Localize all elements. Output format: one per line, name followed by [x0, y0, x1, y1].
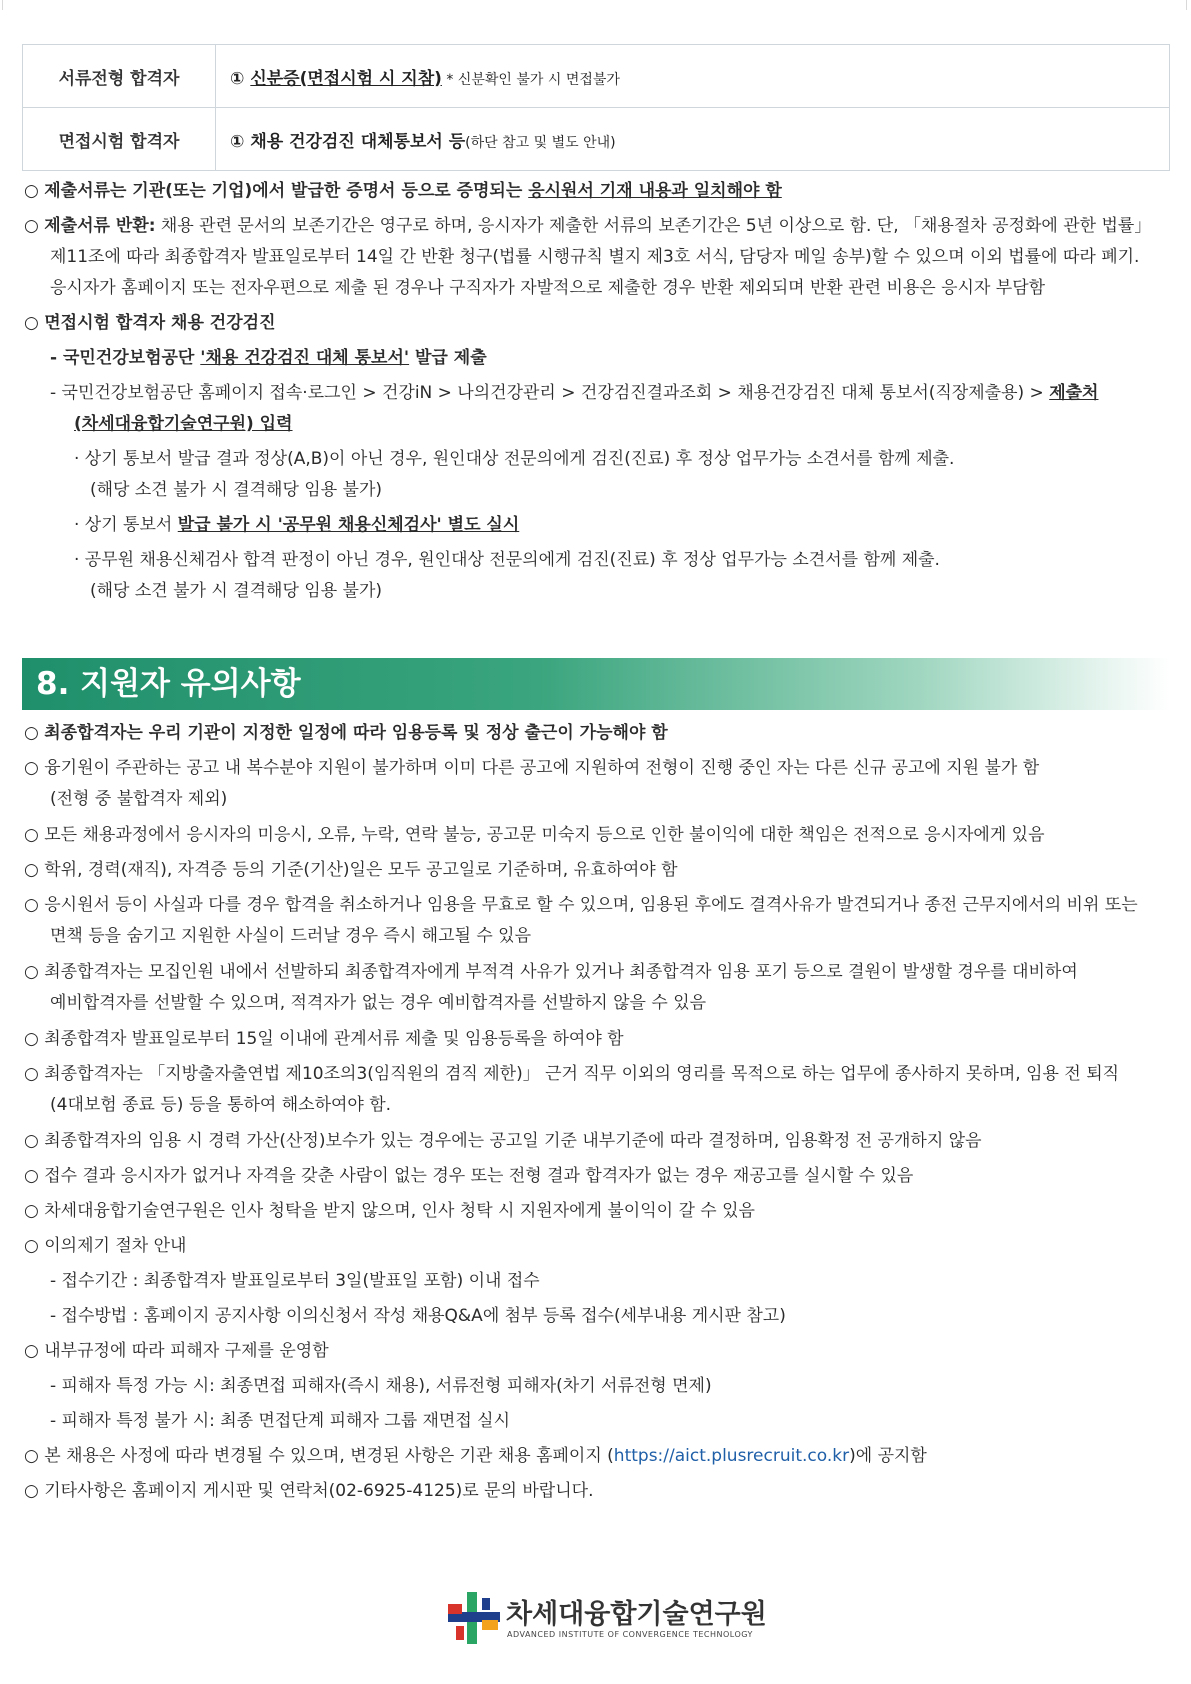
continuation-line: (4대보험 종료 등) 등을 통하여 해소하여야 함. [50, 1095, 392, 1115]
text: 차세대융합기술연구원은 인사 청탁을 받지 않으며, 인사 청탁 시 지원자에게 불이익이 갈 수 있음 [44, 1201, 755, 1221]
sub-line: - 접수방법 : 홈페이지 공지사항 이의신청서 작성 채용Q&A에 첨부 등록 접수(세부내용 게시판 참고) [50, 1306, 786, 1326]
bullet-icon: ○ [24, 1446, 39, 1466]
row-note: (하단 참고 및 별도 안내) [465, 134, 616, 151]
text-bold: 제출서류는 기관(또는 기업)에서 발급한 증명서 등으로 증명되는 [44, 181, 529, 201]
sub-line [50, 343, 487, 374]
recruit-site-link[interactable]: https://aict.plusrecruit.co.kr [613, 1446, 850, 1466]
sub-line [50, 378, 1098, 409]
text: 모든 채용과정에서 응시자의 미응시, 오류, 누락, 연락 불능, 공고문 미숙지 등으로 인한 불이익에 대한 책임은 전적으로 응시자에게 있음 [44, 825, 1045, 845]
bullet-icon: ○ [24, 1201, 39, 1221]
table-row [23, 45, 1170, 108]
continuation-line: (전형 중 불합격자 제외) [50, 789, 228, 809]
bullet-line [24, 308, 276, 339]
detail-line [74, 510, 519, 541]
text-bold-underline: 응시원서 기재 내용과 일치해야 함 [528, 181, 782, 201]
circled-number: ① [230, 68, 245, 89]
sub-line: - 피해자 특정 불가 시: 최종 면접단계 피해자 그룹 재면접 실시 [50, 1411, 511, 1431]
bullet-line [24, 1024, 624, 1055]
detail-line: · 상기 통보서 발급 결과 정상(A,B)이 아닌 경우, 원인대상 전문의에게 검진(진료) 후 정상 업무가능 소견서를 함께 제출. [74, 449, 955, 469]
bullet-line [24, 1476, 593, 1507]
text-bold-underline: 제출처 [1049, 383, 1099, 403]
bullet-icon: ○ [24, 216, 39, 236]
section-title: 8. 지원자 유의사항 [22, 658, 1170, 710]
bullet-line [24, 753, 1039, 784]
text-bold-underline: '채용 건강검진 대체 통보서' [200, 348, 410, 368]
text: 이의제기 절차 안내 [44, 1236, 187, 1256]
bullet-icon: ○ [24, 825, 39, 845]
bullet-line [24, 1126, 982, 1157]
bullet-line [24, 957, 1078, 988]
bullet-line [24, 718, 668, 749]
sub-line-continuation: (차세대융합기술연구원) 입력 [74, 414, 293, 434]
bullet-icon: ○ [24, 895, 39, 915]
frame-edge-right [1186, 0, 1187, 10]
text-bold: 최종합격자는 우리 기관이 지정한 일정에 따라 임용등록 및 정상 출근이 가능해야 함 [44, 723, 668, 743]
bullet-line [24, 1059, 1119, 1090]
bullet-line [24, 890, 1138, 921]
bullet-line [24, 1161, 913, 1192]
institute-logo-subtitle: ADVANCED INSTITUTE OF CONVERGENCE TECHNOLOGY [507, 1630, 753, 1639]
row-main-text: 신분증(면접시험 시 지참) [250, 68, 442, 89]
documents-table [22, 44, 1170, 171]
text: 본 채용은 사정에 따라 변경될 수 있으며, 변경된 사항은 기관 채용 홈페이지 ( [44, 1446, 614, 1466]
text: 내부규정에 따라 피해자 구제를 운영함 [44, 1341, 329, 1361]
bullet-line [24, 820, 1045, 851]
text-bold: 면접시험 합격자 채용 건강검진 [44, 313, 276, 333]
text: 최종합격자는 모집인원 내에서 선발하되 최종합격자에게 부적격 사유가 있거나 최종합격자 임용 포기 등으로 결원이 발생할 경우를 대비하여 [44, 962, 1078, 982]
row-label: 면접시험 합격자 [23, 108, 216, 171]
bullet-icon: ○ [24, 860, 39, 880]
bullet-icon: ○ [24, 758, 39, 778]
text: 학위, 경력(재직), 자격증 등의 기준(기산)일은 모두 공고일로 기준하며, 유효하여야 함 [44, 860, 678, 880]
bullet-icon: ○ [24, 1236, 39, 1256]
continuation-line: 면책 등을 숨기고 지원한 사실이 드러날 경우 즉시 해고될 수 있음 [50, 926, 532, 946]
row-content [216, 45, 1170, 108]
bullet-line [24, 176, 782, 207]
bullet-line [24, 1336, 329, 1367]
text: 최종합격자 발표일로부터 15일 이내에 관계서류 제출 및 임용등록을 하여야 함 [44, 1029, 624, 1049]
text-bold: 제출서류 반환: [44, 216, 156, 236]
detail-line: · 공무원 채용신체검사 합격 판정이 아닌 경우, 원인대상 전문의에게 검진(진료) 후 정상 업무가능 소견서를 함께 제출. [74, 550, 940, 570]
bullet-icon: ○ [24, 1341, 39, 1361]
bullet-line [24, 1231, 186, 1262]
bullet-line [24, 1196, 755, 1227]
bullet-icon: ○ [24, 962, 39, 982]
text: 접수 결과 응시자가 없거나 자격을 갖춘 사람이 없는 경우 또는 전형 결과 합격자가 없는 경우 재공고를 실시할 수 있음 [44, 1166, 914, 1186]
row-label: 서류전형 합격자 [23, 45, 216, 108]
text-bold-underline: 발급 불가 시 '공무원 채용신체검사' 별도 실시 [177, 515, 520, 535]
text: 최종합격자는 「지방출자출연법 제10조의3(임직원의 겸직 제한)」 근거 직무 이외의 영리를 목적으로 하는 업무에 종사하지 못하며, 임용 전 퇴직 [44, 1064, 1120, 1084]
continuation-line: 응시자가 홈페이지 또는 전자우편으로 제출 된 경우나 구직자가 자발적으로 제출한 경우 반환 제외되며 반환 관련 비용은 응시자 부담함 [50, 278, 1046, 298]
continuation-line: 예비합격자를 선발할 수 있으며, 적격자가 없는 경우 예비합격자를 선발하지 않을 수 있음 [50, 993, 707, 1013]
circled-number: ① [230, 131, 245, 152]
bullet-line [24, 211, 1151, 242]
row-content [216, 108, 1170, 171]
text: 기타사항은 홈페이지 게시판 및 연락처(02-6925-4125)로 문의 바랍니다. [44, 1481, 594, 1501]
sub-line: - 피해자 특정 가능 시: 최종면접 피해자(즉시 채용), 서류전형 피해자(차기 서류전형 면제) [50, 1376, 712, 1396]
bullet-line [24, 1441, 927, 1472]
text-bold: - 국민건강보험공단 [50, 348, 201, 368]
text: - 국민건강보험공단 홈페이지 접속·로그인 > 건강iN > 나의건강관리 > 건강검진결과조회 > 채용건강검진 대체 통보서(직장제출용) > [50, 383, 1050, 403]
institute-logo-name: 차세대융합기술연구원 [506, 1599, 767, 1630]
row-note: * 신분확인 불가 시 면접불가 [441, 71, 620, 88]
text: · 상기 통보서 [74, 515, 178, 535]
bullet-icon: ○ [24, 313, 39, 333]
bullet-icon: ○ [24, 1029, 39, 1049]
text-bold: 발급 제출 [409, 348, 487, 368]
institute-logo [446, 1590, 767, 1652]
bullet-line [24, 855, 678, 886]
text: 최종합격자의 임용 시 경력 가산(산정)보수가 있는 경우에는 공고일 기준 내부기준에 따라 결정하며, 임용확정 전 공개하지 않음 [44, 1131, 982, 1151]
institute-logo-icon [446, 1590, 502, 1646]
frame-edge-left [2, 0, 3, 10]
bullet-icon: ○ [24, 1481, 39, 1501]
text: )에 공지함 [849, 1446, 927, 1466]
sub-line: - 접수기간 : 최종합격자 발표일로부터 3일(발표일 포함) 이내 접수 [50, 1271, 540, 1291]
bullet-icon: ○ [24, 1131, 39, 1151]
detail-line: (해당 소견 불가 시 결격해당 임용 불가) [90, 581, 383, 601]
bullet-icon: ○ [24, 723, 39, 743]
bullet-icon: ○ [24, 1064, 39, 1084]
continuation-line: 제11조에 따라 최종합격자 발표일로부터 14일 간 반환 청구(법률 시행규칙 별지 제3호 서식, 담당자 메일 송부)할 수 있으며 이외 법률에 따라 폐기. [50, 247, 1140, 267]
bullet-icon: ○ [24, 181, 39, 201]
detail-line: (해당 소견 불가 시 결격해당 임용 불가) [90, 480, 383, 500]
bullet-icon: ○ [24, 1166, 39, 1186]
table-row [23, 108, 1170, 171]
text: 응시원서 등이 사실과 다를 경우 합격을 취소하거나 임용을 무효로 할 수 있으며, 임용된 후에도 결격사유가 발견되거나 종전 근무지에서의 비위 또는 [44, 895, 1138, 915]
row-main-text: 채용 건강검진 대체통보서 등 [250, 131, 466, 152]
text: 채용 관련 문서의 보존기간은 영구로 하며, 응시자가 제출한 서류의 보존기간은 5년 이상으로 함. 단, 「채용절차 공정화에 관한 법률」 [155, 216, 1152, 236]
text: 융기원이 주관하는 공고 내 복수분야 지원이 불가하며 이미 다른 공고에 지원하여 전형이 진행 중인 자는 다른 신규 공고에 지원 불가 함 [44, 758, 1040, 778]
